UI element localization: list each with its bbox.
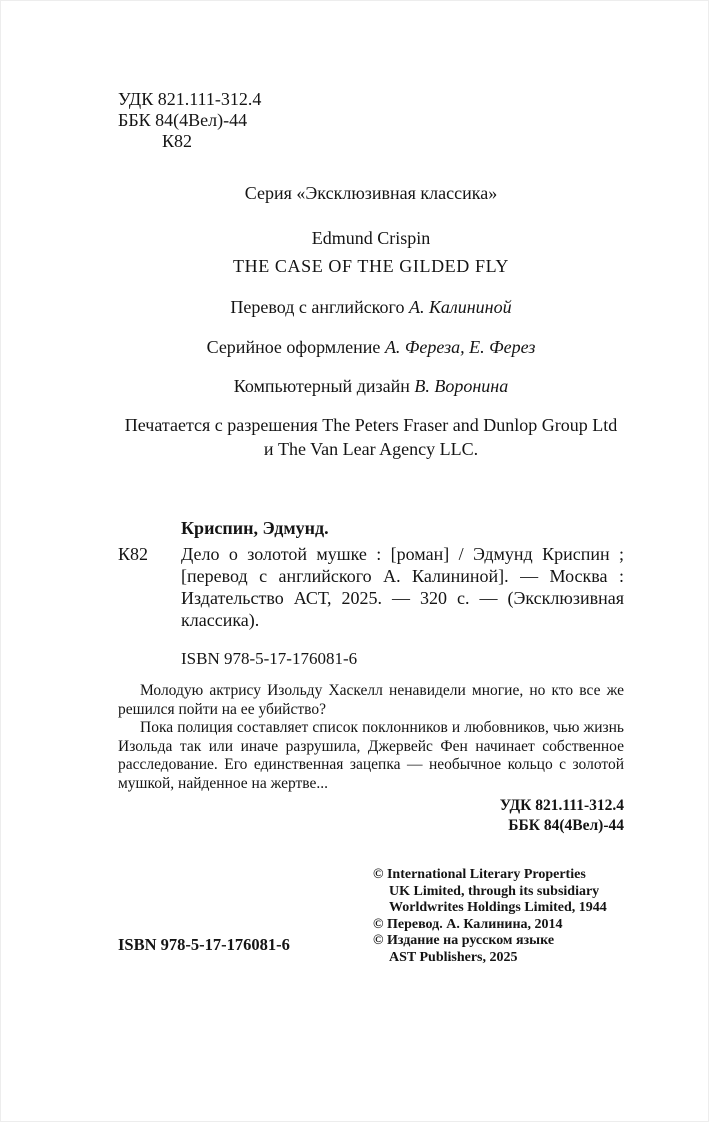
- author-sign-code: К82: [118, 544, 149, 564]
- series-title: Серия «Эксклюзивная классика»: [244, 183, 498, 203]
- annotation-paragraph-2: Пока полиция составляет список поклонников и любовников, чью жизнь Изольда так или иначе разрушила, Джервейс Фен начинает собственное расследование. Его единственная зацепка — необычное кольцо с золотой мушкой, найденное на жертве...: [118, 719, 624, 792]
- copyright-line: Worldwrites Holdings Limited, 1944: [389, 900, 607, 915]
- classification-codes-bottom: [118, 796, 624, 836]
- translator-name: А. Калининой: [408, 297, 512, 317]
- original-author: Edmund Crispin: [311, 228, 431, 248]
- classification-codes-top: [118, 89, 624, 152]
- annotation: [118, 682, 624, 793]
- computer-design-credit: [118, 376, 624, 397]
- copyright-line: UK Limited, through its subsidiary: [389, 883, 600, 899]
- biblio-description: Дело о золотой мушке : [роман] / Эдмунд Криспин ; [перевод с английского А. Калининой]. — Москва : Издательство АСТ, 2025. — 320 с. — (Эксклюзивная классика).: [181, 544, 624, 630]
- series-design-credit: [118, 337, 624, 358]
- copyright-line: AST Publishers, 2025: [389, 949, 518, 965]
- computer-designer-name: В. Воронина: [414, 376, 509, 396]
- copyright-line: © Издание на русском языке: [373, 933, 555, 948]
- translation-credit-label: Перевод с английского: [230, 297, 409, 317]
- udk-code-bottom: УДК 821.111-312.4: [499, 797, 624, 814]
- original-title: THE CASE OF THE GILDED FLY: [233, 256, 509, 276]
- copyright-section: [118, 867, 624, 977]
- bbk-code-top: ББК 84(4Вел)-44: [118, 110, 248, 130]
- author-sign-code-top: К82: [162, 131, 193, 151]
- udk-code-top: УДК 821.111-312.4: [118, 89, 262, 109]
- series-designer-names: А. Фереза, Е. Ферез: [384, 337, 536, 357]
- bibliographic-record: [118, 517, 624, 669]
- translation-credit: [118, 297, 624, 318]
- isbn-bottom: ISBN 978-5-17-176081-6: [118, 935, 290, 954]
- biblio-author: Криспин, Эдмунд.: [181, 518, 329, 538]
- publication-permission-note: Печатается с разрешения The Peters Fraser and Dunlop Group Ltd и The Van Lear Agency LLC.: [124, 415, 618, 459]
- copyright-line: © International Literary Properties: [373, 867, 586, 882]
- series-design-label: Серийное оформление: [206, 337, 385, 357]
- biblio-description-row: [118, 543, 624, 631]
- computer-design-label: Компьютерный дизайн: [233, 376, 415, 396]
- copyright-line: © Перевод. А. Калинина, 2014: [373, 916, 563, 932]
- copyright-block: [373, 867, 624, 966]
- isbn-record: ISBN 978-5-17-176081-6: [181, 649, 358, 668]
- annotation-paragraph-1: Молодую актрису Изольду Хаскелл ненавидели многие, но кто все же решился пойти на ее убийство?: [118, 682, 624, 718]
- bbk-code-bottom: ББК 84(4Вел)-44: [508, 817, 624, 834]
